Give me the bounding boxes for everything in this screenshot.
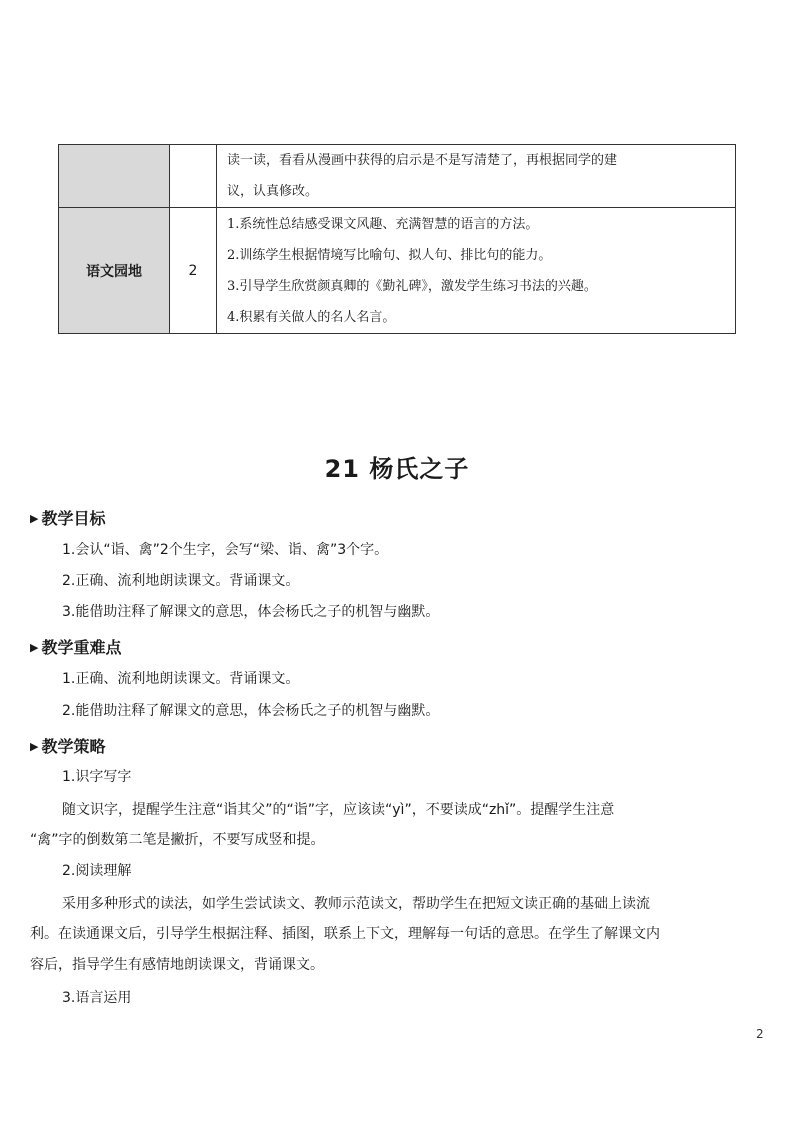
sub-heading: 3.语言运用 [62, 990, 132, 1006]
goal-line: 3.引导学生欣赏颜真卿的《勤礼碑》，激发学生练习书法的兴趣。 [227, 278, 597, 294]
list-item: 2.正确、流利地朗读课文。背诵课文。 [62, 573, 300, 589]
page-number: 2 [756, 1027, 764, 1041]
heading-text: 教学策略 [41, 737, 106, 756]
paragraph-line: “禽”字的倒数第二笔是撇折，不要写成竖和提。 [30, 832, 325, 848]
list-item: 2.能借助注释了解课文的意思，体会杨氏之子的机智与幽默。 [62, 703, 440, 719]
triangle-right-icon: ▶ [30, 740, 39, 753]
hours-cell [170, 145, 217, 208]
goal-line: 议，认真修改。 [227, 184, 319, 199]
list-item: 1.会认“诣、禽”2个生字，会写“梁、诣、禽”3个字。 [62, 542, 389, 558]
sub-heading: 1.识字写字 [62, 769, 132, 785]
section-heading-goals [30, 506, 105, 529]
section-heading-strategy [30, 734, 105, 757]
goal-line: 读一读，看看从漫画中获得的启示是不是写清楚了，再根据同学的建 [227, 153, 618, 168]
list-item: 3.能借助注释了解课文的意思，体会杨氏之子的机智与幽默。 [62, 604, 440, 620]
lesson-title: 21 杨氏之子 [324, 455, 470, 483]
lesson-cell [59, 145, 170, 208]
list-item: 1.正确、流利地朗读课文。背诵课文。 [62, 671, 300, 687]
paragraph-line: 随文识字，提醒学生注意“诣其父”的“诣”字，应该读“yì”，不要读成“zhǐ”。提醒学生注意 [62, 802, 615, 818]
sub-heading: 2.阅读理解 [62, 863, 132, 879]
triangle-right-icon: ▶ [30, 512, 39, 525]
triangle-right-icon: ▶ [30, 641, 39, 654]
lesson-cell: 语文园地 [59, 208, 170, 334]
paragraph-line: 容后，指导学生有感情地朗读课文，背诵课文。 [30, 957, 324, 973]
heading-text: 教学目标 [41, 509, 106, 528]
table-row [59, 208, 736, 334]
section-heading-key-points [30, 635, 121, 658]
goals-cell [217, 145, 736, 208]
table-row [59, 145, 736, 208]
hours-cell: 2 [170, 208, 217, 334]
lesson-plan-table [58, 144, 736, 334]
goals-cell [217, 208, 736, 334]
heading-text: 教学重难点 [41, 638, 122, 657]
goal-line: 2.训练学生根据情境写比喻句、拟人句、排比句的能力。 [227, 247, 552, 263]
paragraph-line: 利。在读通课文后，引导学生根据注释、插图，联系上下文，理解每一句话的意思。在学生了解课文内 [30, 926, 660, 942]
goal-line: 4.积累有关做人的名人名言。 [227, 309, 396, 325]
paragraph-line: 采用多种形式的读法，如学生尝试读文、教师示范读文，帮助学生在把短文读正确的基础上读流 [62, 896, 650, 912]
goal-line: 1.系统性总结感受课文风趣、充满智慧的语言的方法。 [227, 216, 539, 232]
